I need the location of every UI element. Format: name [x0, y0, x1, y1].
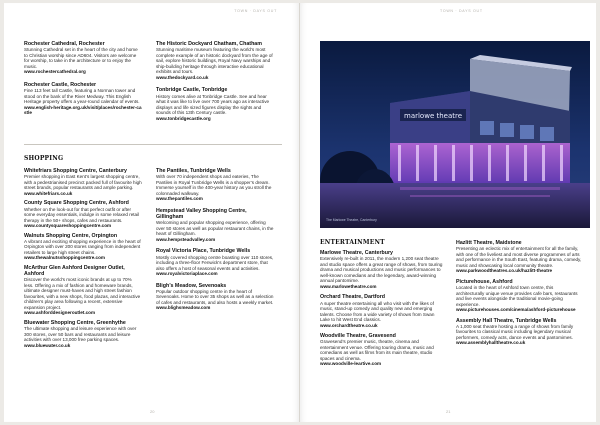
entry-text: Mostly covered shopping centre boasting over 110 stores, including a three-floor Fenwick’s department store, that also offers a host of seasonal events and activities. [156, 254, 274, 271]
entry-title: Hazlitt Theatre, Maidstone [456, 240, 522, 246]
entry-title: Rochester Castle, Rochester [24, 81, 97, 88]
entertainment-column-1 [320, 250, 444, 374]
building-sign: marlowe theatre [404, 112, 463, 120]
entry-link[interactable]: www.thewalnutsshoppingcentre.com [24, 255, 105, 261]
attraction-entry [24, 82, 142, 116]
theatre-photo [320, 41, 590, 228]
entry-title: Woodville Theatre, Gravesend [320, 333, 396, 340]
entry-link[interactable]: www.rochestercathedral.org [24, 69, 86, 75]
entry-title: Marlowe Theatre, Canterbury [320, 250, 393, 256]
entry-text: Stunning maritime museum featuring the world’s most complete example of an historic dockyard from the age of sail, explore historic buildings, Royal Navy warships and ship-building heritage through interactive educational exhibits and tours. [156, 47, 273, 75]
entry-link[interactable]: www.tonbridgecastle.org [156, 115, 211, 121]
entry-text: Gravesend’s premier music, theatre, cinema and entertainment venue. Offering touring drama, music and comedians as well as films from its main theatre, studio spaces and cinema. [320, 339, 434, 361]
entertainment-entry [456, 240, 582, 274]
entry-text: Stunning Cathedral set in the heart of the city and home to Christian worship since AD604. Visitors are welcome for worship, to take in the architecture or to enjoy the music. [24, 47, 138, 69]
entertainment-entry [320, 250, 444, 289]
running-head: TOWN · DAYS OUT [234, 9, 277, 13]
entry-title: Walnuts Shopping Centre, Orpington [24, 232, 118, 239]
theatre-illustration [320, 41, 590, 228]
entry-text: A 1,000 seat theatre hosting a range of shows from family favourites to classical music including legendary musical performers, comedy acts, dance events and pantomimes. [456, 323, 574, 340]
brochure-spread [4, 3, 596, 422]
entry-text: With over 70 independent shops and eateries, The Pantiles in Royal Tunbridge Wells is a shopper’s dream. Immerse yourself in the 400-year history as you stroll the colonnaded walkway. [156, 174, 272, 196]
entry-title: Rochester Cathedral, Rochester [24, 41, 105, 47]
entry-link[interactable]: www.bluewater.co.uk [24, 342, 71, 348]
page-number: 21 [446, 409, 451, 414]
attraction-entry [156, 87, 274, 121]
shopping-entry [156, 168, 274, 202]
entertainment-entry [456, 279, 582, 313]
entry-title: The Pantiles, Tunbridge Wells [156, 168, 231, 174]
entry-text: Welcoming and popular shopping experience, offering over 50 stores as well as popular restaurant chains, in the heart of Gillingham. [156, 220, 274, 237]
shopping-column-2 [156, 168, 274, 318]
entry-title: Orchard Theatre, Dartford [320, 294, 386, 301]
shopping-entry [156, 248, 274, 276]
entry-text: Premier shopping in East Kent’s largest shopping centre, with a pedestrianised precinct packed full of favourite high street brands, popular restaurants and ample parking. [24, 174, 142, 191]
shopping-entry [24, 265, 142, 316]
entry-link[interactable]: www.woodville-leartive.com [320, 361, 382, 367]
shopping-column-1 [24, 168, 142, 348]
entry-title: Whitefriars Shopping Centre, Canterbury [24, 168, 128, 174]
right-page [300, 3, 596, 422]
entertainment-column-2 [456, 240, 582, 353]
page-number: 20 [150, 409, 155, 414]
entry-link[interactable]: www.hempsteadvalley.com [156, 236, 216, 242]
shopping-heading: SHOPPING [24, 155, 64, 162]
entry-text: A vibrant and exciting shopping experience in the heart of Orpington with over 200 stores ranging from independent retailers to large high street chains. [24, 238, 141, 255]
entry-title: The Historic Dockyard Chatham, Chatham [156, 41, 262, 47]
attraction-entry [156, 41, 274, 80]
entry-title: Bligh’s Meadow, Sevenoaks [156, 282, 227, 289]
entry-link[interactable]: www.parkwoodtheatres.co.uk/hazlitt-theatre [456, 268, 553, 274]
entry-title: McArthur Glen Ashford Designer Outlet, Ashford [24, 264, 125, 278]
entry-link[interactable]: www.whitefriars.co.uk [24, 190, 73, 196]
entertainment-entry [320, 294, 444, 328]
section-divider [24, 144, 282, 145]
entry-link[interactable]: www.royalvictoriaplace.com [156, 271, 218, 276]
left-page [4, 3, 300, 422]
photo-caption: The Marlowe Theatre, Canterbury [326, 218, 377, 222]
entry-text: History comes alive at Tonbridge Castle. See and hear what it was like to live over 700 years ago as interactive displays and life sized figures display the sights and sounds of this 13th Century castle. [156, 93, 270, 115]
entry-title: Picturehouse, Ashford [456, 278, 513, 285]
shopping-entry [156, 283, 274, 311]
shopping-entry [24, 233, 142, 261]
attraction-entry [24, 41, 142, 75]
entry-text: A super theatre entertaining all who visit with the likes of music, stand-up comedy and quality new and emerging talents. Choose from a wide variety of shows from Swan Lake to hit West End classics. [320, 300, 435, 322]
entry-text: Fine 113 feet tall Castle, featuring a Norman tower and stood on the bank of the River Medway. This English Heritage property offers a year-round calendar of events. [24, 88, 140, 104]
attractions-column-2 [156, 41, 274, 128]
entry-title: Bluewater Shopping Centre, Greenhythe [24, 319, 126, 326]
entry-text: Located in the heart of Ashford town centre, this architecturally unique venue provides cafe bars, restaurants and live events alongside the traditional movie-going experience. [456, 285, 578, 307]
shopping-entry [156, 208, 274, 243]
running-head: TOWN · DAYS OUT [440, 9, 483, 13]
shopping-entry [24, 320, 142, 348]
entry-link[interactable]: www.picturehouses.com/cinema/ashford-picturehouse [456, 307, 576, 312]
entry-link[interactable]: www.english-heritage.org.uk/visit/places/rochester-castle [24, 104, 142, 116]
entry-text: The ultimate shopping and leisure experience with over 300 stores, over 50 bars and restaurants and leisure activities with over 13,000 free parking spaces. [24, 326, 137, 343]
entry-link[interactable]: www.blighsmeadow.com [156, 305, 211, 311]
entry-link[interactable]: www.orchardtheatre.co.uk [320, 322, 378, 328]
entry-title: Assembly Hall Theatre, Tunbridge Wells [456, 317, 557, 324]
entry-link[interactable]: www.thepantiles.com [156, 196, 203, 202]
entry-link[interactable]: www.thedockyard.co.uk [156, 74, 209, 80]
entry-title: Hempstead Valley Shopping Centre, Gillingham [156, 207, 247, 220]
entry-title: Tonbridge Castle, Tonbridge [156, 87, 228, 94]
entry-text: Discover the world’s most iconic brands at up to 70% less. Offering a mix of fashion and homeware brands, ultimate designer must-haves and high street fashion favourites, with a new shops, food plazas, and interactive children’s play area following a recent, extensive expansion project. [24, 277, 141, 310]
entry-link[interactable]: www.ashforddesigneroutlet.com [24, 310, 96, 316]
shopping-entry [24, 200, 142, 228]
entry-text: Extensively re-built in 2011, the modern 1,200 seat theatre and studio space offers a great range of shows, from touring drama and musical productions and music performances to well-known comedians and the legendary, award-winning annual pantomime. [320, 256, 443, 284]
entry-link[interactable]: www.assemblyhalltheatre.co.uk [456, 340, 526, 346]
entry-title: County Square Shopping Centre, Ashford [24, 200, 129, 207]
entry-text: Presenting an eclectic mix of entertainment for all the family, with one of the liveliest and most diverse programmes of arts and performance in the South East, featuring drama, comedy, music and showcasing local community theatre. [456, 246, 582, 268]
shopping-entry [24, 168, 142, 196]
entry-link[interactable]: www.marlowetheatre.com [320, 283, 377, 289]
attractions-column-1 [24, 41, 142, 123]
entertainment-entry [320, 333, 444, 367]
entry-title: Royal Victoria Place, Tunbridge Wells [156, 248, 251, 255]
entry-text: Popular outdoor shopping centre in the heart of Sevenoaks. Home to over 35 shops as well as a selection of cafes and restaurants, and also hosts a weekly market. [156, 288, 274, 305]
entry-link[interactable]: www.countysquareshoppingcentre.com [24, 223, 112, 228]
entertainment-heading: ENTERTAINMENT [320, 239, 385, 246]
entry-text: Whether on the look-out for that perfect outfit or after some everyday essentials, indulge in some relaxed retail therapy in the 50+ shops, cafes and restaurants. [24, 206, 140, 223]
entertainment-entry [456, 318, 582, 346]
